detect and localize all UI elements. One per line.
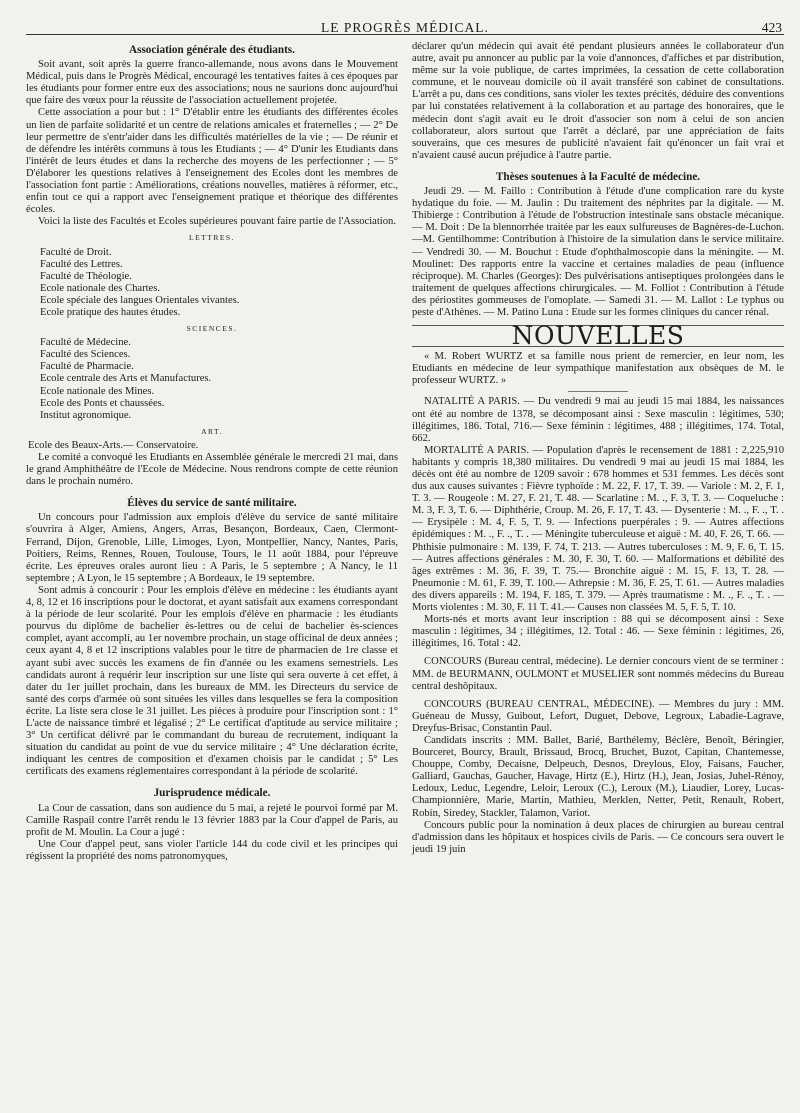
paragraph: Concours public pour la nomination à deux places de chirurgien au bureau central d'admission dans les hôpitaux et hospices civils de Paris. — Ce concours sera ouvert le jeudi 19 juin [412, 819, 784, 855]
paragraph: Soit avant, soit après la guerre franco-allemande, nous avons dans le Mouvement Médical, puis dans le Progrès Médical, encouragé les tentatives faites à ces époques par les étudiants pour former entre eux des associations; nous ne saurions donc aujourd'hui que faire des vœux pour la réussite de l'association actuellement projetée. [26, 59, 398, 107]
subheading-sciences: SCIENCES. [186, 324, 238, 334]
list-item: Ecole pratique des hautes études. [40, 306, 181, 318]
section-title-association: Association générale des étudiants. [129, 44, 295, 56]
list-art [28, 440, 398, 452]
list-item: Ecole des Beaux-Arts.— Conservatoire. [28, 439, 199, 451]
paragraph: Sont admis à concourir : Pour les emplois d'élève en médecine : les étudiants ayant 4, 8, 12 et 16 inscriptions pour le doctorat, et ayant satisfait aux examens correspondant à la période de leur scolarité. Pour les emplois d'élève en pharmacie : les étudiants pourvus du diplôme de bachelier ès-lettres ou de celui de bachelier ès-sciences complet, ayant accompli, au 1er novembre prochain, un stage officinal de deux années ; ceux ayant 4, 8 et 12 inscriptions valables pour le titre de pharmacien de 1re classe et ayant subi avec succès les examens de fin d'année ou les examens semestriels. Les candidats auront à requérir leur inscription sur une liste qui sera ouverte à cet effet, à dater du 1er juillet prochain, dans les bureaux de MM. les Directeurs du service de santé des corps d'armée où sont situées les villes dans lesquelles se fera la composition écrite. La liste sera close le 31 juillet. Les pièces à produire pour l'inscription sont : 1° L'acte de naissance timbré et légalisé ; 2° Le certificat d'aptitude au service militaire ; 3° Un certificat délivré par le commandant du bureau de recrutement, indiquant la situation du candidat au point de vue du service militaire ; 4° Une déclaration écrite, indiquant les centres de composition et d'examen choisis par le candidat ; 5° Les certificats des examens réglementaires correspondant à la période de scolarité. [26, 584, 398, 778]
page-number: 423 [761, 20, 782, 35]
list-sciences [40, 337, 398, 422]
paragraph: MORTALITÉ A PARIS. — Population d'après le recensement de 1881 : 2,225,910 habitants y compris 18,380 militaires. Du vendredi 9 mai au jeudi 15 mai 1884, les décès ont été au nombre de 1209 savoir : 678 hommes et 531 femmes. Les décès sont dus aux causes suivantes : Fièvre typhoïde : M. 22, F. 17, T. 39. — Variole : M. 2, F. 1, T. 3. — Rougeole : M. 27, F. 21, T. 48. — Scarlatine : M. ., F. 3, T. 3. — Coqueluche : M. 3, F. 3, T. 6. — Diphthérie, Croup. M. 26, F. 17, T. 43. — Dysenterie : M. ., F. ., T. . — Erysipèle : M. 4, F. 5, T. 9. — Infections puerpérales : 9. — Autres affections épidémiques : M. ., F. ., T. . — Méningite tuberculeuse et aiguë : M. 40, F. 26, T. 66. — Phthisie pulmonaire : M. 139, F. 74, T. 213. — Autres tuberculoses : M. 9, F. 6, T. 15. — Autres affections générales : M. 30, F. 30, T. 60. — Malformations et débilité des âges extrêmes : M. 36, F. 39, T. 75.— Bronchite aiguë : M. 15, F. 13, T. 28. — Pneumonie : M. 61, F. 39, T. 100.— Athrepsie : M. 36, F. 25, T. 61. — Autres maladies des divers appareils : M. 194, F. 185, T. 379. — Après traumatisme : M. ., F. ., T. . — Morts violentes : M. 30, F. 11 T. 41.— Causes non classées M. 5, F. 5, T. 10. [412, 444, 784, 614]
paragraph: Une Cour d'appel peut, sans violer l'article 144 du code civil et les principes qui régissent la propriété des noms patronomyques, [26, 838, 398, 862]
paragraph: « M. Robert WURTZ et sa famille nous prient de remercier, en leur nom, les Etudiants en médecine de leur sympathique manifestation aux obsèques de M. le professeur WURTZ. » [412, 351, 784, 387]
section-title-nouvelles: NOUVELLES [412, 325, 784, 347]
paragraph: Voici la liste des Facultés et Ecoles supérieures pouvant faire partie de l'Association. [38, 216, 396, 228]
paragraph: Jeudi 29. — M. Faillo : Contribution à l'étude d'une complication rare du kyste hydatique du foie. — M. Jaulin : Du traitement des néphrites par la digitale. — M. Thibierge : Contribution à l'étude de l'obstruction intestinale sans obstacle mécanique. — M. Doit : De la blennorrhée traitée par les eaux sulfureuses de Bagnères-de-Luchon.—M. Gentilhomme: Contribution à l'histoire de la simulation dans le service militaire. — Vendredi 30. — M. Bouchut : Etude d'ophthalmoscopie dans la méningite. — M. Moulinet: Des rapports entre la vaccine et certaines maladies de peau (influence réciproque). M. Charles (Georges): Des pulvérisations antiseptiques prolongées dans le traitement de quelques affections chirurgicales. — M. Folliot : Contribution à l'étude des périostites gommeuses de l'omoplate. — Samedi 31. — M. Lallot : Le typhus ou peste d'Athènes. — M. Patino Luna : Etude sur les formes cliniques du cancer rénal. [412, 186, 784, 318]
subheading-lettres: LETTRES. [189, 233, 235, 243]
paragraph: CONCOURS (BUREAU CENTRAL, MÉDECINE). — Membres du jury : MM. Guéneau de Mussy, Guibout, Lefort, Duguet, Debove, Legroux, Labadie-Lagrave, Dreyfus-Brisac, Constantin Paul. [412, 698, 784, 734]
section-title-eleves: Élèves du service de santé militaire. [127, 497, 297, 510]
right-column [412, 41, 784, 863]
list-item: Faculté de Médecine. [40, 337, 131, 349]
section-title-theses: Thèses soutenues à la Faculté de médecine. [495, 170, 701, 183]
list-item: Institut agronomique. [40, 409, 132, 421]
paragraph: La Cour de cassation, dans son audience du 5 mai, a rejeté le pourvoi formé par M. Camille Raspail contre l'arrêt rendu le 13 février 1883 par la Cour d'appel de Paris, au profit de M. Moulin. La Cour a jugé : [26, 802, 398, 838]
divider [568, 391, 628, 392]
list-item: Faculté des Sciences. [40, 349, 131, 361]
paragraph: CONCOURS (Bureau central, médecine). Le dernier concours vient de se terminer : MM. de BEURMANN, OULMONT et MUSELIER sont nommés médecins du Bureau central deshôpitaux. [412, 656, 784, 692]
section-title-jurisprudence: Jurisprudence médicale. [153, 787, 271, 800]
paragraph: Cette association a pour but : 1° D'établir entre les étudiants des différentes écoles un lien de parfaite solidarité et un centre de relations amicales et fraternelles ; — 2° De leur permettre de s'entr'aider dans les difficultés matérielles de la vie ; — De réunir et de défendre les intérêts communs à tous les Etudiants ; — 4° D'unir les Etudiants dans l'intérêt de leurs études et dans la recherche des moyens de les perfectionner ; — 5° D'élaborer les questions relatives à l'enseignement des Ecoles dont les membres de l'association font partie : Améliorations, créations nouvelles, matières à réformer, etc., enfin tout ce qui a rapport avec l'enseignement pratique et théorique des différentes écoles. [26, 107, 398, 216]
paragraph: Le comité a convoqué les Etudiants en Assemblée générale le mercredi 21 mai, dans le grand Amphithéâtre de l'Ecole de Médecine. Nous rendrons compte de cette réunion dans le prochain numéro. [26, 452, 398, 488]
paragraph: NATALITÉ A PARIS. — Du vendredi 9 mai au jeudi 15 mai 1884, les naissances ont été au nombre de 1378, se décomposant ainsi : Sexe masculin : légitimes, 530; illégitimes, 186. Total, 716.— Sexe féminin : légitimes, 488 ; illégitimes, 174. Total, 662. [412, 396, 784, 444]
list-item: Faculté de Théologie. [40, 270, 132, 282]
page-header [26, 0, 784, 35]
list-item: Faculté de Pharmacie. [40, 361, 134, 373]
list-item: Ecole centrale des Arts et Manufactures. [40, 373, 212, 385]
list-item: Ecole nationale des Mines. [40, 385, 155, 397]
list-item: Ecole des Ponts et chaussées. [40, 397, 165, 409]
left-column [26, 41, 398, 863]
list-item: Faculté de Droit. [40, 246, 112, 258]
subheading-art: ART. [201, 426, 223, 436]
list-item: Faculté des Lettres. [40, 258, 123, 270]
list-item: Ecole nationale des Chartes. [40, 282, 161, 294]
journal-title: LE PROGRÈS MÉDICAL. [321, 20, 489, 35]
paragraph: Morts-nés et morts avant leur inscription : 88 qui se décomposent ainsi : Sexe masculin : légitimes, 34 ; illégitimes, 12. Total : 46. — Sexe féminin : légitimes, 26, illégitimes, 16. Total : 42. [412, 614, 784, 650]
list-item: Ecole spéciale des langues Orientales vivantes. [40, 294, 240, 306]
list-lettres [40, 247, 398, 320]
paragraph: Un concours pour l'admission aux emplois d'élève du service de santé militaire s'ouvrira à Alger, Amiens, Angers, Arras, Besançon, Bordeaux, Caen, Clermont-Ferrand, Dijon, Grenoble, Lille, Limoges, Lyon, Montpellier, Nancy, Nantes, Paris, Poitiers, Reims, Rennes, Rouen, Toulouse, Tours, le 11 août 1884, pour l'épreuve écrite. Les épreuves orales auront lieu : A Paris, le 5 septembre ; A Nancy, le 11 septembre ; A Lyon, le 15 septembre ; A Bordeaux, le 19 septembre. [26, 512, 398, 584]
columns [26, 41, 784, 863]
paragraph: Candidats inscrits : MM. Ballet, Barié, Barthélemy, Béclère, Benoît, Béringier, Bourceret, Bourcy, Brault, Brissaud, Brocq, Bruchet, Buzot, Capitan, Chantemesse, Chouppe, Comby, Decaisne, Delpeuch, Desnos, Dreylous, Eloy, Faisans, Faucher, Galliard, Gauchas, Gaucher, Havage, Hirtz (E.), Hirtz (H.), Jean, Josias, Juhel-Rénoy, Ledoux, Leduc, Legendre, Leloir, Leroux (C.), Leroux (M.), Liaudier, Lorey, Lucas-Championnière, Marie, Martin, Mathieu, Merklen, Netter, Petit, Renault, Robert, Robin, Siredey, Stackler, Talamon, Variot. [412, 734, 784, 819]
paragraph: déclarer qu'un médecin qui avait été pendant plusieurs années le collaborateur d'un autre, avait pu annoncer au public par la voie d'annonces, d'affiches et par distribution, même sur la voie publique, de cartes imprimées, la cessation de cette collaboration commune, et le nouveau domicile où il avait transféré son cabinet de consultations. L'arrêt a pu, dans ces conditions, sans violer les textes précités, déduire des conventions par lui constatées relativement à la collaboration et au partage des honoraires, que le médecin dont s'agit avait eu le droit d'associer son nom à celui de son ancien collaborateur, alors surtout que l'arrêt a déclaré, par une appréciation de faits souverains, que ces mesures de publicité n'avaient fait qu'énoncer un fait vrai et n'avaient causé aucun préjudice à l'autre partie. [412, 41, 784, 161]
